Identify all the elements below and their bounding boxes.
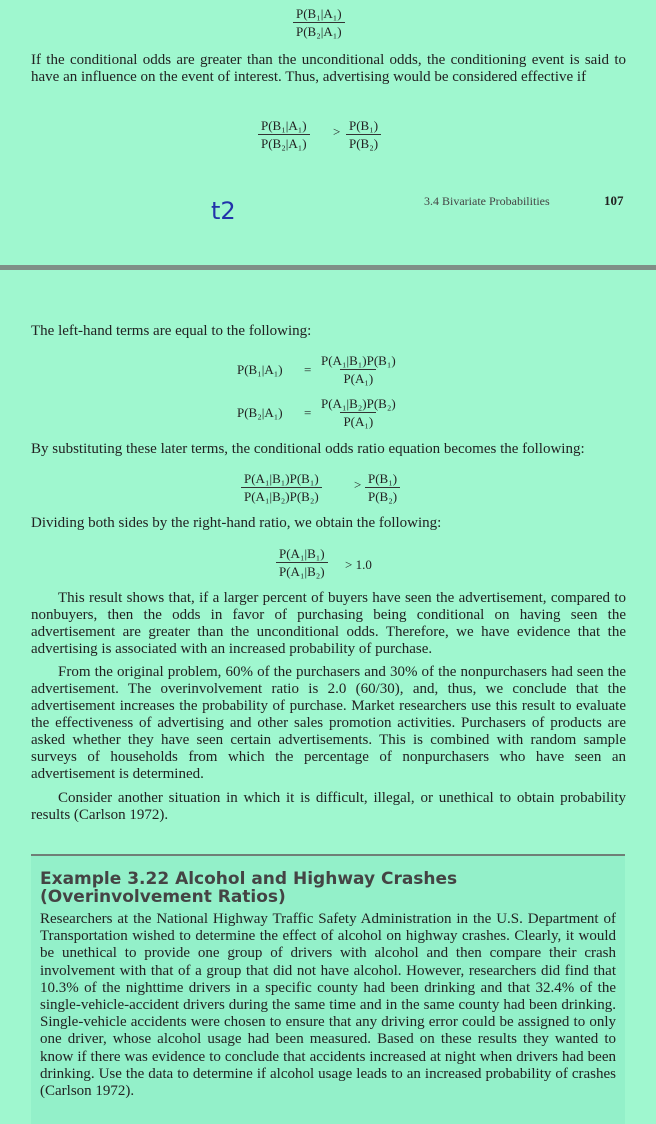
ineq-right-denominator: P(B₂) xyxy=(346,134,381,152)
eq4-fraction xyxy=(276,545,328,580)
handwritten-annotation: t2 xyxy=(211,197,236,225)
result-paragraph: This result shows that, if a larger percent of buyers have seen the advertisement, compared to nonbuyers, then the odds in favor of purchasing being conditional on having seen the advertisement are greater than the unconditional odds. Therefore, we have evidence that the advertising is associated with an increased probability of purchase. xyxy=(31,590,626,657)
eq3-right-denominator: P(B₂) xyxy=(365,487,400,505)
eq2-equals: = xyxy=(304,405,312,420)
left-hand-terms-intro: The left-hand terms are equal to the following: xyxy=(31,323,312,339)
eq3-operator: > xyxy=(354,477,362,492)
eq2-denominator: P(A₁) xyxy=(340,412,376,430)
eq3-left-fraction xyxy=(241,470,322,505)
ineq-left-numerator: P(B₁|A₁) xyxy=(261,118,307,133)
original-problem-paragraph: From the original problem, 60% of the purchasers and 30% of the nonpurchasers had seen the advertisement. The overinvolvement ratio is 2.0 (60/30), and, thus, we conclude that the advertisement increases the probability of purchase. Market researchers use this result to evaluate the effectiveness of advertising and other sales promotion activities. Purchasers of products are asked whether they have seen certain advertisements. This is combined with random sample surveys of households from which the percentage of nonpurchasers who have seen an advertisement is determined. xyxy=(31,664,626,782)
ineq-right-fraction xyxy=(346,117,381,152)
top-ratio-formula xyxy=(293,5,345,40)
eq3-right-numerator: P(B₁) xyxy=(368,471,398,486)
eq3-right-fraction xyxy=(365,470,400,505)
ineq-operator: > xyxy=(333,124,341,139)
eq1-fraction xyxy=(318,352,399,387)
substitution-text: By substituting these later terms, the conditional odds ratio equation becomes the following: xyxy=(31,441,585,457)
eq1-numerator: P(A₁|B₁)P(B₁) xyxy=(321,353,396,368)
eq1-denominator: P(A₁) xyxy=(340,369,376,387)
top-ratio-denominator: P(B₂|A₁) xyxy=(293,22,345,40)
eq1-equals: = xyxy=(304,362,312,377)
eq2-fraction xyxy=(318,395,399,430)
consider-paragraph: Consider another situation in which it is difficult, illegal, or unethical to obtain probability results (Carlson 1972). xyxy=(31,790,626,823)
ineq-right-numerator: P(B₁) xyxy=(349,118,379,133)
eq3-left-numerator: P(A₁|B₁)P(B₁) xyxy=(244,471,319,486)
running-header-section: 3.4 Bivariate Probabilities xyxy=(424,194,550,208)
ineq-left-denominator: P(B₂|A₁) xyxy=(258,134,310,152)
eq3-left-denominator: P(A₁|B₂)P(B₂) xyxy=(241,487,322,505)
eq4-denominator: P(A₁|B₂) xyxy=(276,562,328,580)
eq4-numerator: P(A₁|B₁) xyxy=(279,546,325,561)
eq4-rhs: > 1.0 xyxy=(345,557,372,572)
page-divider xyxy=(0,265,656,270)
eq2-lhs: P(B₂|A₁) xyxy=(237,405,283,420)
ineq-left-fraction xyxy=(258,117,310,152)
eq1-lhs: P(B₁|A₁) xyxy=(237,362,283,377)
eq2-numerator: P(A₁|B₂)P(B₂) xyxy=(321,396,396,411)
example-text: Researchers at the National Highway Traffic Safety Administration in the U.S. Department of Transportation wished to determine the effect of alcohol on highway crashes. Clearly, it would be unethical to provide one group of drivers with alcohol and then compare their crash involvement with that of a group that did not have alcohol. However, researchers did find that 10.3% of the nighttime drivers in a specific county had been drinking and that 32.4% of the single-vehicle-accident drivers during the same time and in the same county had been drinking. Single-vehicle accidents were chosen to ensure that any driving error could be assigned to only one driver, whose alcohol usage had been measured. Based on these results they wanted to know if there was evidence to conclude that accidents increased at night when drivers had been drinking. Use the data to determine if alcohol usage leads to an increased probability of crashes (Carlson 1972). xyxy=(40,911,616,1100)
example-title: Example 3.22 Alcohol and Highway Crashes (Overinvolvement Ratios) xyxy=(40,869,458,907)
top-ratio-numerator: P(B₁|A₁) xyxy=(296,6,342,21)
conditional-odds-paragraph: If the conditional odds are greater than the unconditional odds, the conditioning event is said to have an influence on the event of interest. Thus, advertising would be considered effective if xyxy=(31,52,626,85)
dividing-text: Dividing both sides by the right-hand ratio, we obtain the following: xyxy=(31,515,442,531)
page-number: 107 xyxy=(604,193,624,208)
